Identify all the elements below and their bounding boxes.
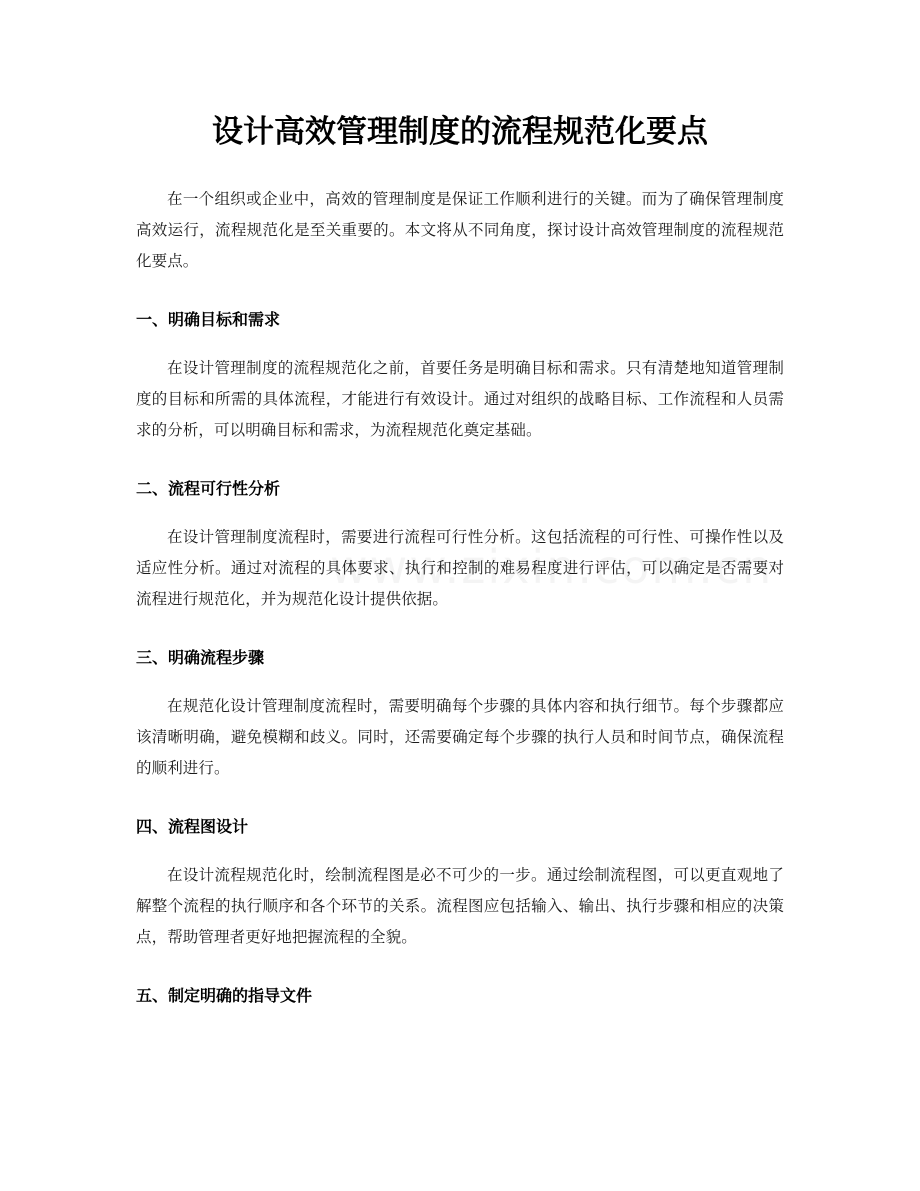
section-5-heading: 五、制定明确的指导文件	[136, 986, 313, 1005]
section-1-paragraph: 在设计管理制度的流程规范化之前，首要任务是明确目标和需求。只有清楚地知道管理制度的目标和所需的具体流程，才能进行有效设计。通过对组织的战略目标、工作流程和人员需求的分析，可以明确目标和需求，为流程规范化奠定基础。	[136, 359, 784, 439]
section-1-heading: 一、明确目标和需求	[136, 310, 281, 329]
section-3-paragraph: 在规范化设计管理制度流程时，需要明确每个步骤的具体内容和执行细节。每个步骤都应该清晰明确，避免模糊和歧义。同时，还需要确定每个步骤的执行人员和时间节点，确保流程的顺利进行。	[136, 697, 784, 777]
section-3-heading: 三、明确流程步骤	[136, 648, 265, 667]
section-2-paragraph: 在设计管理制度流程时，需要进行流程可行性分析。这包括流程的可行性、可操作性以及适应性分析。通过对流程的具体要求、执行和控制的难易程度进行评估，可以确定是否需要对流程进行规范化，并为规范化设计提供依据。	[136, 528, 784, 608]
page-title: 设计高效管理制度的流程规范化要点	[212, 114, 708, 150]
section-2-heading: 二、流程可行性分析	[136, 479, 281, 498]
section-4-paragraph: 在设计流程规范化时，绘制流程图是必不可少的一步。通过绘制流程图，可以更直观地了解整个流程的执行顺序和各个环节的关系。流程图应包括输入、输出、执行步骤和相应的决策点，帮助管理者更好地把握流程的全貌。	[136, 866, 784, 946]
intro-paragraph: 在一个组织或企业中，高效的管理制度是保证工作顺利进行的关键。而为了确保管理制度高效运行，流程规范化是至关重要的。本文将从不同角度，探讨设计高效管理制度的流程规范化要点。	[136, 190, 784, 270]
section-4-heading: 四、流程图设计	[136, 817, 249, 836]
document-body	[136, 184, 784, 1010]
